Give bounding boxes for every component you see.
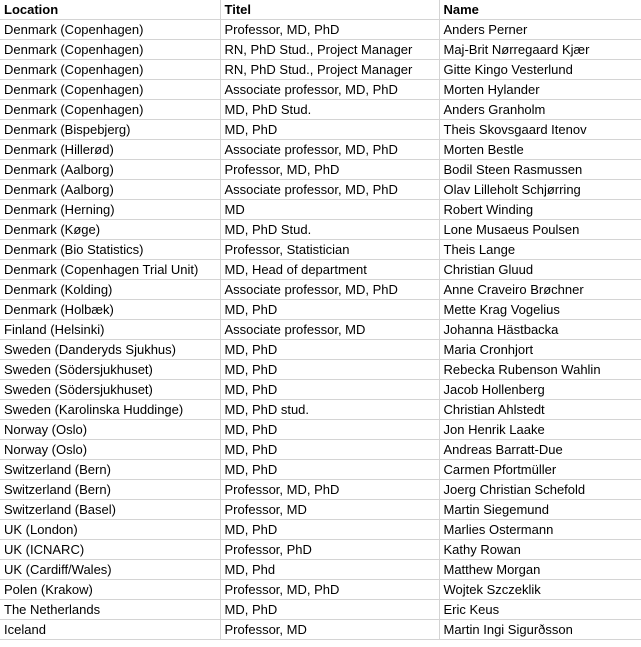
location-cell[interactable]: Norway (Oslo) — [0, 420, 220, 440]
titel-cell[interactable]: MD, PhD — [220, 340, 439, 360]
location-cell[interactable]: Finland (Helsinki) — [0, 320, 220, 340]
table-row — [0, 120, 641, 140]
header-row — [0, 0, 641, 20]
titel-cell[interactable]: Professor, MD — [220, 620, 439, 640]
titel-cell[interactable]: RN, PhD Stud., Project Manager — [220, 40, 439, 60]
name-cell[interactable]: Anne Craveiro Brøchner — [439, 280, 641, 300]
titel-cell[interactable]: MD, PhD Stud. — [220, 220, 439, 240]
location-cell[interactable]: Norway (Oslo) — [0, 440, 220, 460]
name-cell[interactable]: Christian Ahlstedt — [439, 400, 641, 420]
name-cell[interactable]: Maj-Brit Nørregaard Kjær — [439, 40, 641, 60]
location-cell[interactable]: UK (Cardiff/Wales) — [0, 560, 220, 580]
table-row — [0, 620, 641, 640]
name-cell[interactable]: Joerg Christian Schefold — [439, 480, 641, 500]
titel-cell[interactable]: Associate professor, MD — [220, 320, 439, 340]
location-cell[interactable]: Denmark (Bispebjerg) — [0, 120, 220, 140]
table-row — [0, 100, 641, 120]
location-cell[interactable]: UK (London) — [0, 520, 220, 540]
name-cell[interactable]: Robert Winding — [439, 200, 641, 220]
table-row — [0, 500, 641, 520]
name-cell[interactable]: Gitte Kingo Vesterlund — [439, 60, 641, 80]
titel-cell[interactable]: MD, PhD — [220, 380, 439, 400]
name-cell[interactable]: Kathy Rowan — [439, 540, 641, 560]
table-row — [0, 60, 641, 80]
table-row — [0, 380, 641, 400]
titel-cell[interactable]: Professor, MD, PhD — [220, 20, 439, 40]
titel-cell[interactable]: MD, PhD — [220, 120, 439, 140]
location-cell[interactable]: Polen (Krakow) — [0, 580, 220, 600]
location-cell[interactable]: The Netherlands — [0, 600, 220, 620]
location-cell[interactable]: Denmark (Holbæk) — [0, 300, 220, 320]
name-cell[interactable]: Wojtek Szczeklik — [439, 580, 641, 600]
name-cell[interactable]: Matthew Morgan — [439, 560, 641, 580]
name-cell[interactable]: Bodil Steen Rasmussen — [439, 160, 641, 180]
name-cell[interactable]: Morten Bestle — [439, 140, 641, 160]
name-cell[interactable]: Mette Krag Vogelius — [439, 300, 641, 320]
titel-cell[interactable]: Professor, MD, PhD — [220, 580, 439, 600]
name-cell[interactable]: Carmen Pfortmüller — [439, 460, 641, 480]
location-cell[interactable]: Sweden (Danderyds Sjukhus) — [0, 340, 220, 360]
table-body — [0, 20, 641, 640]
location-cell[interactable]: Denmark (Copenhagen) — [0, 80, 220, 100]
titel-cell[interactable]: MD, PhD — [220, 300, 439, 320]
table-row — [0, 20, 641, 40]
location-cell[interactable]: Denmark (Aalborg) — [0, 160, 220, 180]
table-row — [0, 280, 641, 300]
table-row — [0, 300, 641, 320]
location-cell[interactable]: Denmark (Køge) — [0, 220, 220, 240]
location-cell[interactable]: Sweden (Södersjukhuset) — [0, 380, 220, 400]
name-cell[interactable]: Rebecka Rubenson Wahlin — [439, 360, 641, 380]
table-row — [0, 220, 641, 240]
titel-cell[interactable]: MD, PhD — [220, 460, 439, 480]
location-cell[interactable]: Switzerland (Bern) — [0, 460, 220, 480]
table-row — [0, 360, 641, 380]
titel-cell[interactable]: Associate professor, MD, PhD — [220, 140, 439, 160]
titel-cell[interactable]: MD, PhD — [220, 360, 439, 380]
name-cell[interactable]: Olav Lilleholt Schjørring — [439, 180, 641, 200]
titel-cell[interactable]: Professor, MD — [220, 500, 439, 520]
titel-cell[interactable]: MD, Phd — [220, 560, 439, 580]
name-cell[interactable]: Anders Granholm — [439, 100, 641, 120]
titel-cell[interactable]: MD — [220, 200, 439, 220]
name-cell[interactable]: Johanna Hästbacka — [439, 320, 641, 340]
header-titel[interactable]: Titel — [220, 0, 439, 20]
name-cell[interactable]: Martin Siegemund — [439, 500, 641, 520]
location-cell[interactable]: Switzerland (Basel) — [0, 500, 220, 520]
location-cell[interactable]: Denmark (Bio Statistics) — [0, 240, 220, 260]
header-name[interactable]: Name — [439, 0, 641, 20]
table-row — [0, 240, 641, 260]
table-row — [0, 340, 641, 360]
titel-cell[interactable]: MD, PhD — [220, 600, 439, 620]
name-cell[interactable]: Andreas Barratt-Due — [439, 440, 641, 460]
table-row — [0, 40, 641, 60]
location-cell[interactable]: Sweden (Karolinska Huddinge) — [0, 400, 220, 420]
titel-cell[interactable]: Associate professor, MD, PhD — [220, 180, 439, 200]
table-row — [0, 400, 641, 420]
table-row — [0, 480, 641, 500]
location-cell[interactable]: UK (ICNARC) — [0, 540, 220, 560]
location-cell[interactable]: Denmark (Aalborg) — [0, 180, 220, 200]
table-row — [0, 520, 641, 540]
location-cell[interactable]: Denmark (Hillerød) — [0, 140, 220, 160]
name-cell[interactable]: Eric Keus — [439, 600, 641, 620]
titel-cell[interactable]: MD, PhD — [220, 440, 439, 460]
name-cell[interactable]: Jacob Hollenberg — [439, 380, 641, 400]
table-row — [0, 180, 641, 200]
table-row — [0, 600, 641, 620]
table-row — [0, 260, 641, 280]
table-row — [0, 560, 641, 580]
header-location[interactable]: Location — [0, 0, 220, 20]
titel-cell[interactable]: MD, Head of department — [220, 260, 439, 280]
table-row — [0, 420, 641, 440]
location-cell[interactable]: Switzerland (Bern) — [0, 480, 220, 500]
location-cell[interactable]: Denmark (Copenhagen) — [0, 40, 220, 60]
location-cell[interactable]: Denmark (Copenhagen) — [0, 60, 220, 80]
name-cell[interactable]: Martin Ingi Sigurðsson — [439, 620, 641, 640]
titel-cell[interactable]: RN, PhD Stud., Project Manager — [220, 60, 439, 80]
titel-cell[interactable]: MD, PhD — [220, 420, 439, 440]
table-row — [0, 540, 641, 560]
table-row — [0, 460, 641, 480]
name-cell[interactable]: Theis Lange — [439, 240, 641, 260]
name-cell[interactable]: Lone Musaeus Poulsen — [439, 220, 641, 240]
name-cell[interactable]: Morten Hylander — [439, 80, 641, 100]
table-row — [0, 80, 641, 100]
name-cell[interactable]: Maria Cronhjort — [439, 340, 641, 360]
name-cell[interactable]: Jon Henrik Laake — [439, 420, 641, 440]
titel-cell[interactable]: Professor, MD, PhD — [220, 160, 439, 180]
titel-cell[interactable]: Professor, MD, PhD — [220, 480, 439, 500]
location-cell[interactable]: Denmark (Copenhagen) — [0, 100, 220, 120]
titel-cell[interactable]: Professor, PhD — [220, 540, 439, 560]
location-cell[interactable]: Denmark (Herning) — [0, 200, 220, 220]
titel-cell[interactable]: Associate professor, MD, PhD — [220, 280, 439, 300]
titel-cell[interactable]: Professor, Statistician — [220, 240, 439, 260]
location-cell[interactable]: Denmark (Copenhagen) — [0, 20, 220, 40]
titel-cell[interactable]: MD, PhD Stud. — [220, 100, 439, 120]
name-cell[interactable]: Christian Gluud — [439, 260, 641, 280]
table-row — [0, 140, 641, 160]
name-cell[interactable]: Anders Perner — [439, 20, 641, 40]
titel-cell[interactable]: MD, PhD stud. — [220, 400, 439, 420]
location-cell[interactable]: Sweden (Södersjukhuset) — [0, 360, 220, 380]
table-row — [0, 440, 641, 460]
table-row — [0, 200, 641, 220]
table-row — [0, 160, 641, 180]
titel-cell[interactable]: Associate professor, MD, PhD — [220, 80, 439, 100]
titel-cell[interactable]: MD, PhD — [220, 520, 439, 540]
location-cell[interactable]: Iceland — [0, 620, 220, 640]
location-cell[interactable]: Denmark (Kolding) — [0, 280, 220, 300]
name-cell[interactable]: Theis Skovsgaard Itenov — [439, 120, 641, 140]
location-cell[interactable]: Denmark (Copenhagen Trial Unit) — [0, 260, 220, 280]
table-row — [0, 320, 641, 340]
name-cell[interactable]: Marlies Ostermann — [439, 520, 641, 540]
table-row — [0, 580, 641, 600]
